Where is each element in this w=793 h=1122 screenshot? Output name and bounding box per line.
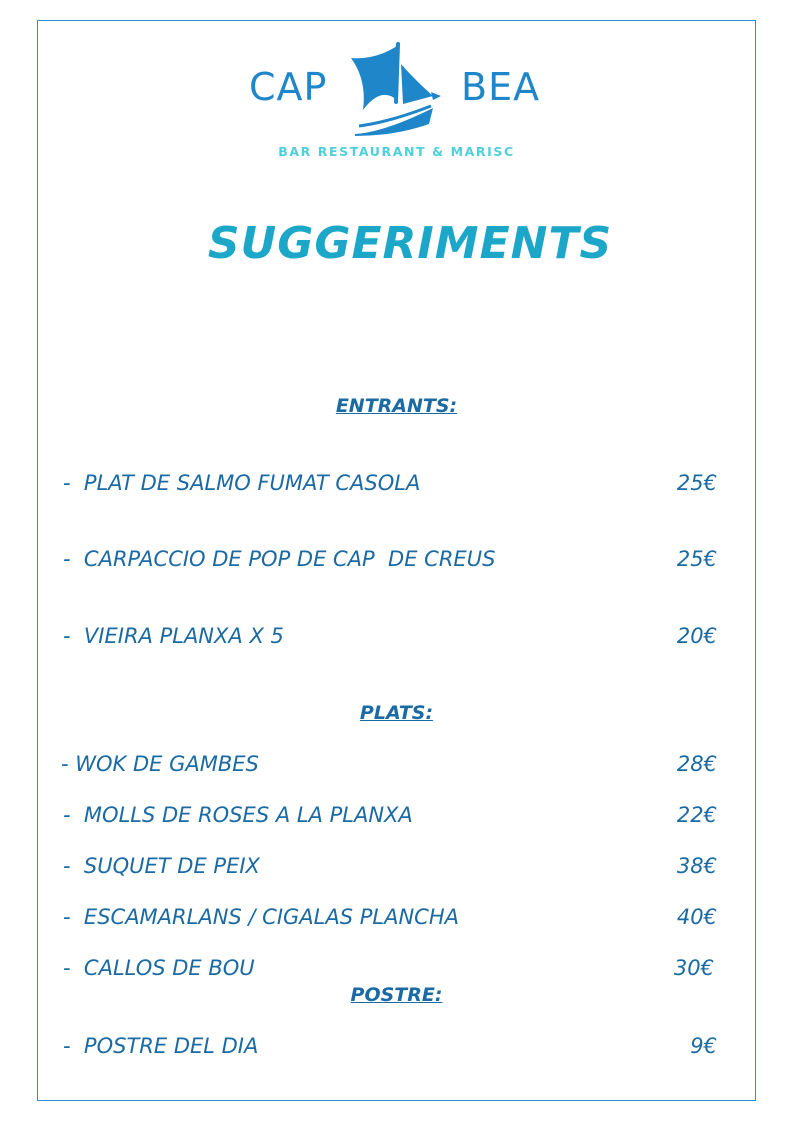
page-title: SUGGERIMENTS [207,218,613,269]
menu-item-name: - POSTRE DEL DIA [63,1034,259,1058]
menu-item-price: 38€ [676,854,717,878]
menu-item-price: 25€ [676,547,717,571]
menu-item-name: - WOK DE GAMBES [61,752,259,776]
logo-text-left: CAP [249,65,328,109]
menu-item-price: 9€ [690,1034,717,1058]
menu-item-name: - PLAT DE SALMO FUMAT CASOLA [63,471,421,495]
menu-item-name: - ESCAMARLANS / CIGALAS PLANCHA [63,905,459,929]
menu-item-name: - CALLOS DE BOU [63,956,255,980]
menu-item-price: 40€ [676,905,717,929]
section-heading-plats: PLATS: [359,702,434,724]
logo-text-right: BEA [461,65,541,109]
menu-item-price: 30€ [673,956,714,980]
menu-item-name: - VIEIRA PLANXA X 5 [63,624,284,648]
sailboat-icon [345,40,445,140]
menu-item-price: 20€ [676,624,717,648]
menu-item-price: 22€ [676,803,717,827]
menu-item-name: - SUQUET DE PEIX [63,854,260,878]
menu-item-name: - MOLLS DE ROSES A LA PLANXA [63,803,413,827]
menu-item-price: 25€ [676,471,717,495]
logo-subtitle: BAR RESTAURANT & MARISC [278,144,515,159]
menu-item-name: - CARPACCIO DE POP DE CAP DE CREUS [63,547,496,571]
section-heading-entrants: ENTRANTS: [335,395,458,417]
section-heading-postre: POSTRE: [350,984,443,1006]
menu-item-price: 28€ [676,752,717,776]
